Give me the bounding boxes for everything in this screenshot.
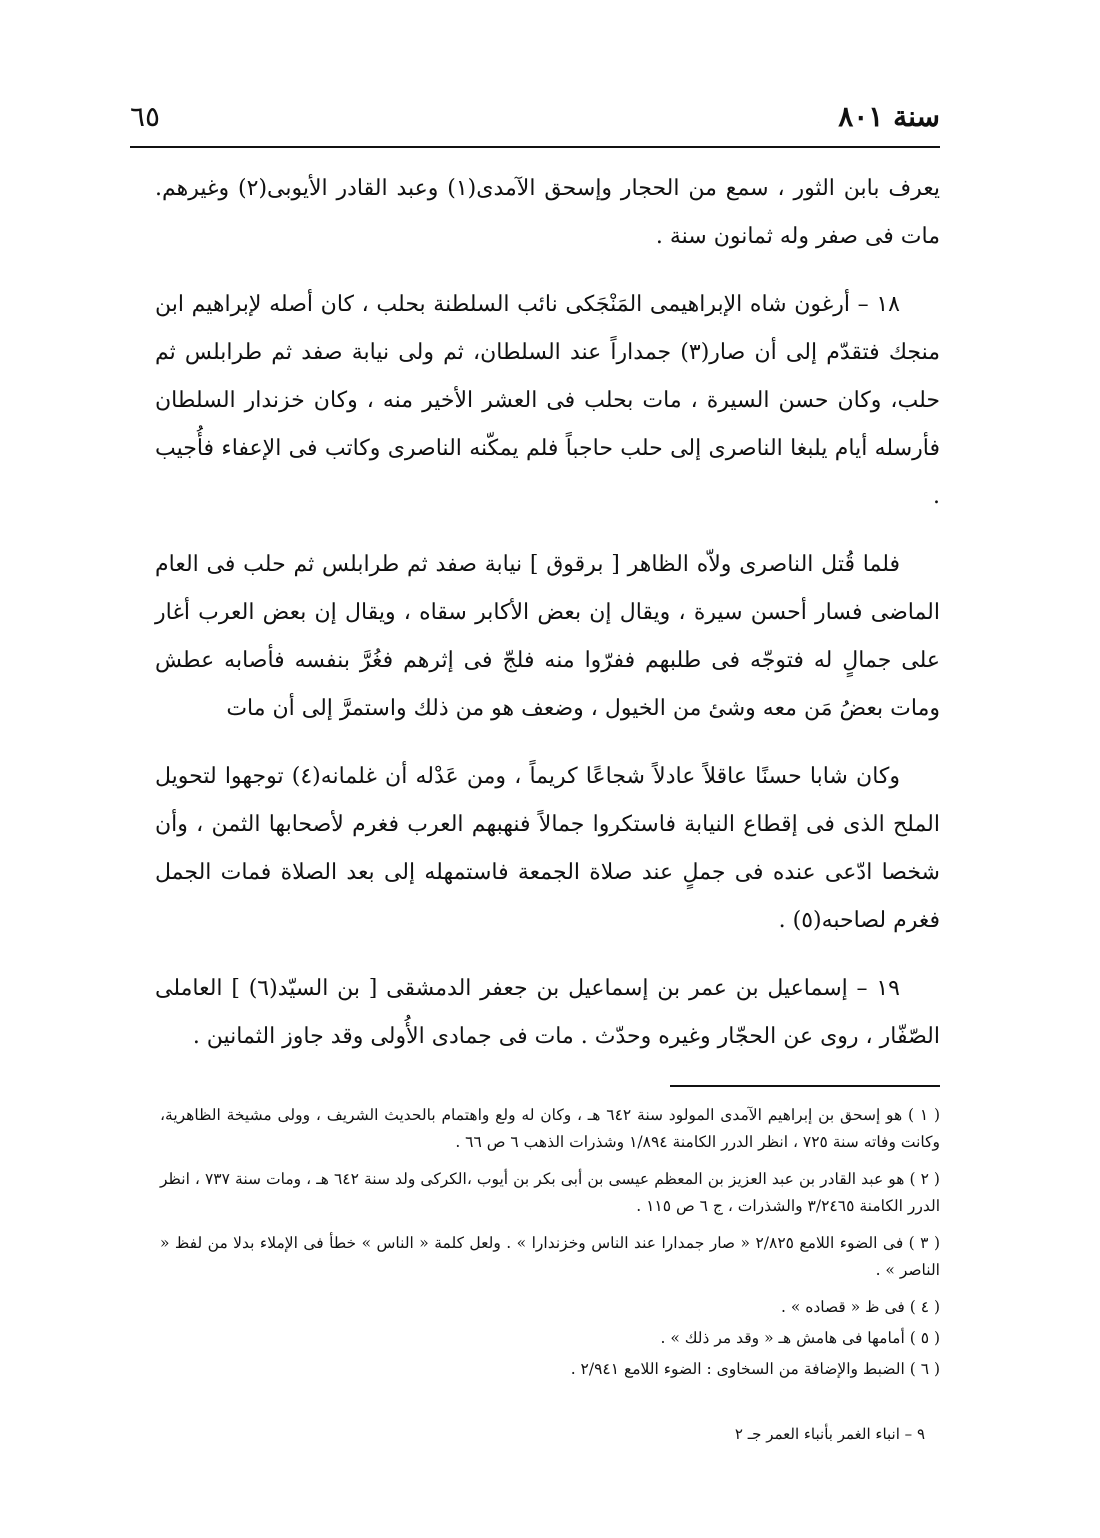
paragraph: فلما قُتل الناصرى ولاّه الظاهر [ برقوق ] نيابة صفد ثم طرابلس ثم حلب فى العام الماضى فسار أحسن سيرة ، ويقال إن بعض الأكابر سقاه ، ويقال إن بعض العرب أغار على جمالٍ له فتوجّه فى طلبهم ففرّوا منه فلجّ فى إثرهم فغُرَّ بنفسه فأصابه عطش ومات بعضُ مَن معه وشئ من الخيول ، وضعف هو من ذلك واستمرَّ إلى أن مات <box>155 552 940 721</box>
paragraph: يعرف بابن الثور ، سمع من الحجار وإسحق الآمدى(١) وعبد القادر الأيوبى(٢) وغيرهم. مات فى صفر وله ثمانون سنة . <box>155 176 941 249</box>
footnote: ( ٦ ) الضبط والإضافة من السخاوى : الضوء اللامع ٢/٩٤١ . <box>570 1360 940 1378</box>
signature-line: ٩ – انباء الغمر بأنباء العمر جـ ٢ <box>734 1425 925 1443</box>
main-text <box>155 165 940 1081</box>
footnote: ( ٥ ) أمامها فى هامش هـ « وقد مر ذلك » . <box>660 1329 940 1347</box>
page-header <box>130 86 940 148</box>
paragraph: ١٩ – إسماعيل بن عمر بن إسماعيل بن جعفر الدمشقى [ بن السيّد(٦) ] العاملى الصّفّار ، روى عن الحجّار وغيره وحدّث . مات فى جمادى الأُولى وقد جاوز الثمانين . <box>155 976 940 1049</box>
footnote: ( ٣ ) فى الضوء اللامع ٢/٨٢٥ « صار جمدارا عند الناس وخزندارا » . ولعل كلمة « الناس » خطأ فى الإملاء بدلا من لفظ « الناصر » . <box>160 1234 940 1279</box>
footnote-divider <box>670 1085 940 1087</box>
footnote: ( ٤ ) فى ظ « قصاده » . <box>780 1298 940 1316</box>
footnote: ( ١ ) هو إسحق بن إبراهيم الآمدى المولود سنة ٦٤٢ هـ ، وكان له ولع واهتمام بالحديث الشريف ، وولى مشيخة الظاهرية، وكانت وفاته سنة ٧٢٥ ، انظر الدرر الكامنة ١/٨٩٤ وشذرات الذهب ٦ ص ٦٦ . <box>160 1106 941 1151</box>
paragraph: وكان شابا حسنًا عاقلاً عادلاً شجاعًا كريماً ، ومن عَدْله أن غلمانه(٤) توجهوا لتحويل الملح الذى فى إقطاع النيابة فاستكروا جمالاً فنهبهم العرب فغرم لأصحابها الثمن ، وأن شخصا ادّعى عنده فى جملٍ عند صلاة الجمعة فاستمهله إلى بعد الصلاة فمات الجمل فغرم لصاحبه(٥) . <box>155 764 940 933</box>
page-number: ٦٥ <box>130 99 161 133</box>
footnote: ( ٢ ) هو عبد القادر بن عبد العزيز بن المعظم عيسى بن أبى بكر بن أيوب ،الكركى ولد سنة ٦٤٢ هـ ، ومات سنة ٧٣٧ ، انظر الدرر الكامنة ٣/٢٤٦٥ والشذرات ، ج ٦ ص ١١٥ . <box>160 1170 940 1215</box>
paragraph: ١٨ – أرغون شاه الإبراهيمى المَنْجَكى نائب السلطنة بحلب ، كان أصله لإبراهيم ابن منجك فتقدّم إلى أن صار(٣) جمداراً عند السلطان، ثم ولى نيابة صفد ثم طرابلس ثم حلب، وكان حسن السيرة ، مات بحلب فى العشر الأخير منه ، وكان خزندار السلطان فأرسله أيام يلبغا الناصرى إلى حلب حاجباً فلم يمكّنه الناصرى وكاتب فى الإعفاء فأُجيب . <box>155 292 940 509</box>
footnotes <box>160 1102 940 1387</box>
running-title: سنة ٨٠١ <box>838 99 940 133</box>
